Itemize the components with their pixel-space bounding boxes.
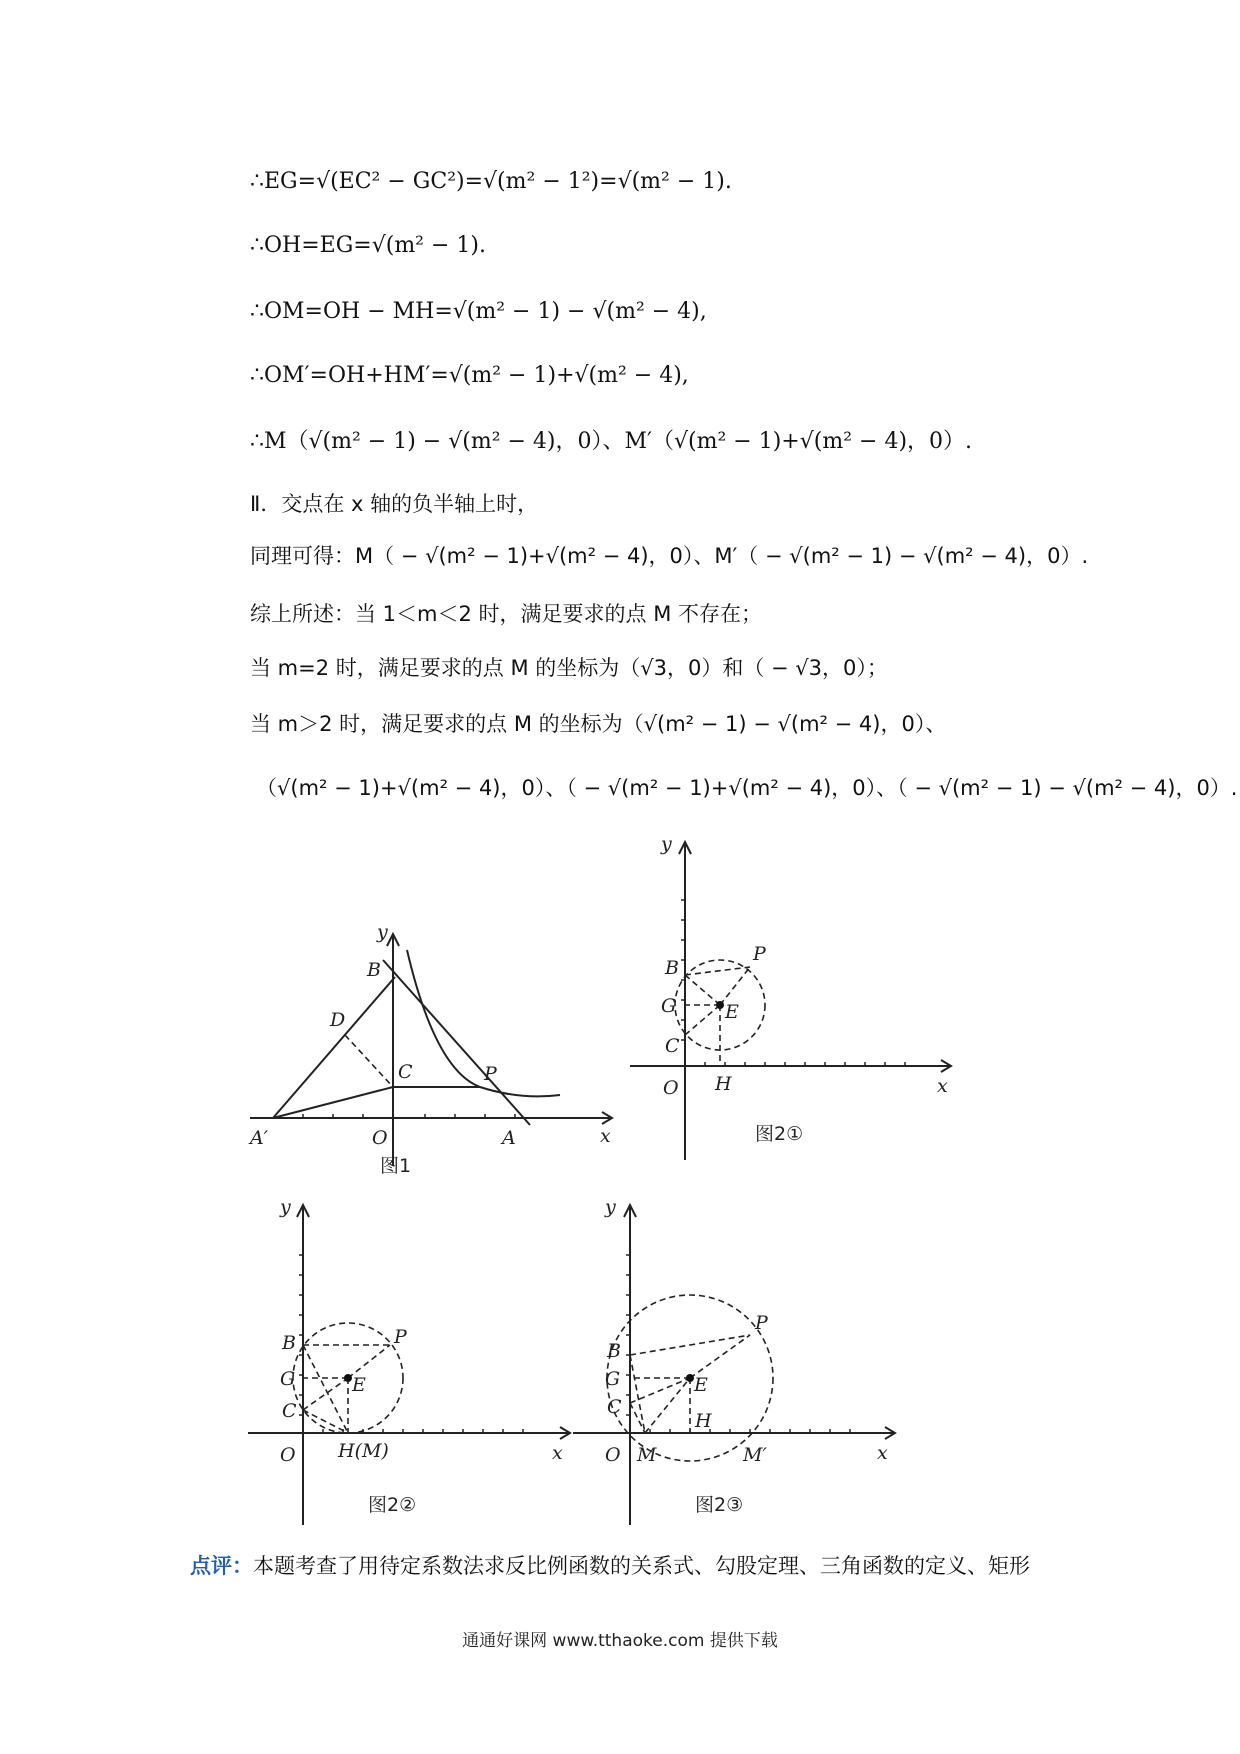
fig1-label-C: C bbox=[398, 1061, 413, 1083]
figure-2-2 bbox=[240, 1195, 580, 1535]
fig21-label-x: x bbox=[937, 1075, 948, 1097]
math-line-1: ∴EG=√(EC² − GC²)=√(m² − 1²)=√(m² − 1). bbox=[250, 169, 732, 194]
fig1-label-A1: A′ bbox=[250, 1127, 269, 1149]
math-line-11: （√(m² − 1)+√(m² − 4)，0）、（ − √(m² − 1)+√(m² − 4)，0）、（ − √(m² − 1) − √(m² − 4)，0）. bbox=[256, 776, 1238, 800]
fig23-label-O: O bbox=[605, 1444, 621, 1466]
fig22-label-E: E bbox=[352, 1374, 366, 1396]
fig23-label-G: G bbox=[605, 1368, 621, 1390]
figure-1 bbox=[240, 920, 620, 1180]
fig23-label-x: x bbox=[877, 1442, 888, 1464]
math-line-4: ∴OM′=OH+HM′=√(m² − 1)+√(m² − 4), bbox=[250, 363, 689, 388]
fig23-label-y: y bbox=[605, 1196, 616, 1218]
fig23-label-H: H bbox=[695, 1410, 712, 1432]
fig1-label-B: B bbox=[367, 959, 381, 981]
fig21-label-G: G bbox=[661, 995, 677, 1017]
fig23-label-B: B bbox=[607, 1340, 621, 1362]
fig21-label-C: C bbox=[665, 1035, 680, 1057]
fig23-label-E: E bbox=[694, 1374, 708, 1396]
fig23-label-M: M bbox=[637, 1444, 657, 1466]
math-line-10: 当 m＞2 时，满足要求的点 M 的坐标为（√(m² − 1) − √(m² − 4)，0）、 bbox=[250, 712, 947, 736]
fig21-caption: 图2① bbox=[755, 1123, 804, 1145]
math-line-2: ∴OH=EG=√(m² − 1). bbox=[250, 233, 486, 258]
figure-2-3 bbox=[565, 1195, 905, 1535]
fig21-label-O: O bbox=[663, 1077, 679, 1099]
comment-tag: 点评： bbox=[190, 1554, 253, 1578]
fig21-label-y: y bbox=[661, 833, 672, 855]
fig1-label-P: P bbox=[484, 1063, 497, 1085]
comment-text: 本题考查了用待定系数法求反比例函数的关系式、勾股定理、三角函数的定义、矩形 bbox=[253, 1554, 1030, 1578]
math-line-9: 当 m=2 时，满足要求的点 M 的坐标为（√3，0）和（ − √3，0）； bbox=[250, 656, 888, 680]
fig22-label-P: P bbox=[394, 1326, 407, 1348]
fig1-caption: 图1 bbox=[380, 1155, 412, 1177]
fig1-label-A: A bbox=[502, 1127, 516, 1149]
math-line-3: ∴OM=OH − MH=√(m² − 1) − √(m² − 4), bbox=[250, 299, 707, 324]
fig22-label-H: H(M) bbox=[338, 1440, 389, 1462]
fig21-label-E: E bbox=[725, 1001, 739, 1023]
math-line-6: Ⅱ．交点在 x 轴的负半轴上时， bbox=[250, 492, 539, 516]
comment-line bbox=[190, 1550, 1030, 1580]
fig22-label-y: y bbox=[280, 1196, 291, 1218]
fig21-label-P: P bbox=[753, 943, 766, 965]
math-line-5: ∴M（√(m² − 1) − √(m² − 4)，0）、M′（√(m² − 1)+√(m² − 4)，0）. bbox=[250, 429, 973, 454]
fig22-label-B: B bbox=[282, 1332, 296, 1354]
page-footer: 通通好课网 www.tthaoke.com 提供下载 bbox=[462, 1631, 778, 1651]
fig1-label-x: x bbox=[600, 1125, 611, 1147]
fig23-label-M1: M′ bbox=[743, 1444, 767, 1466]
fig22-label-G: G bbox=[280, 1368, 296, 1390]
fig22-label-C: C bbox=[282, 1400, 297, 1422]
fig22-label-O: O bbox=[280, 1444, 296, 1466]
fig23-caption: 图2③ bbox=[695, 1494, 744, 1516]
fig1-label-D: D bbox=[330, 1009, 346, 1031]
math-line-8: 综上所述：当 1＜m＜2 时，满足要求的点 M 不存在； bbox=[250, 602, 762, 626]
fig22-label-x: x bbox=[552, 1442, 563, 1464]
fig1-label-O: O bbox=[372, 1127, 388, 1149]
fig23-label-C: C bbox=[607, 1396, 622, 1418]
fig21-label-H: H bbox=[715, 1073, 732, 1095]
fig22-caption: 图2② bbox=[368, 1494, 417, 1516]
math-line-7: 同理可得：M（ − √(m² − 1)+√(m² − 4)，0）、M′（ − √(m² − 1) − √(m² − 4)，0）. bbox=[250, 544, 1089, 568]
fig1-label-y: y bbox=[377, 921, 388, 943]
figure-2-1 bbox=[625, 830, 955, 1170]
fig23-label-P: P bbox=[755, 1312, 768, 1334]
fig21-label-B: B bbox=[665, 957, 679, 979]
